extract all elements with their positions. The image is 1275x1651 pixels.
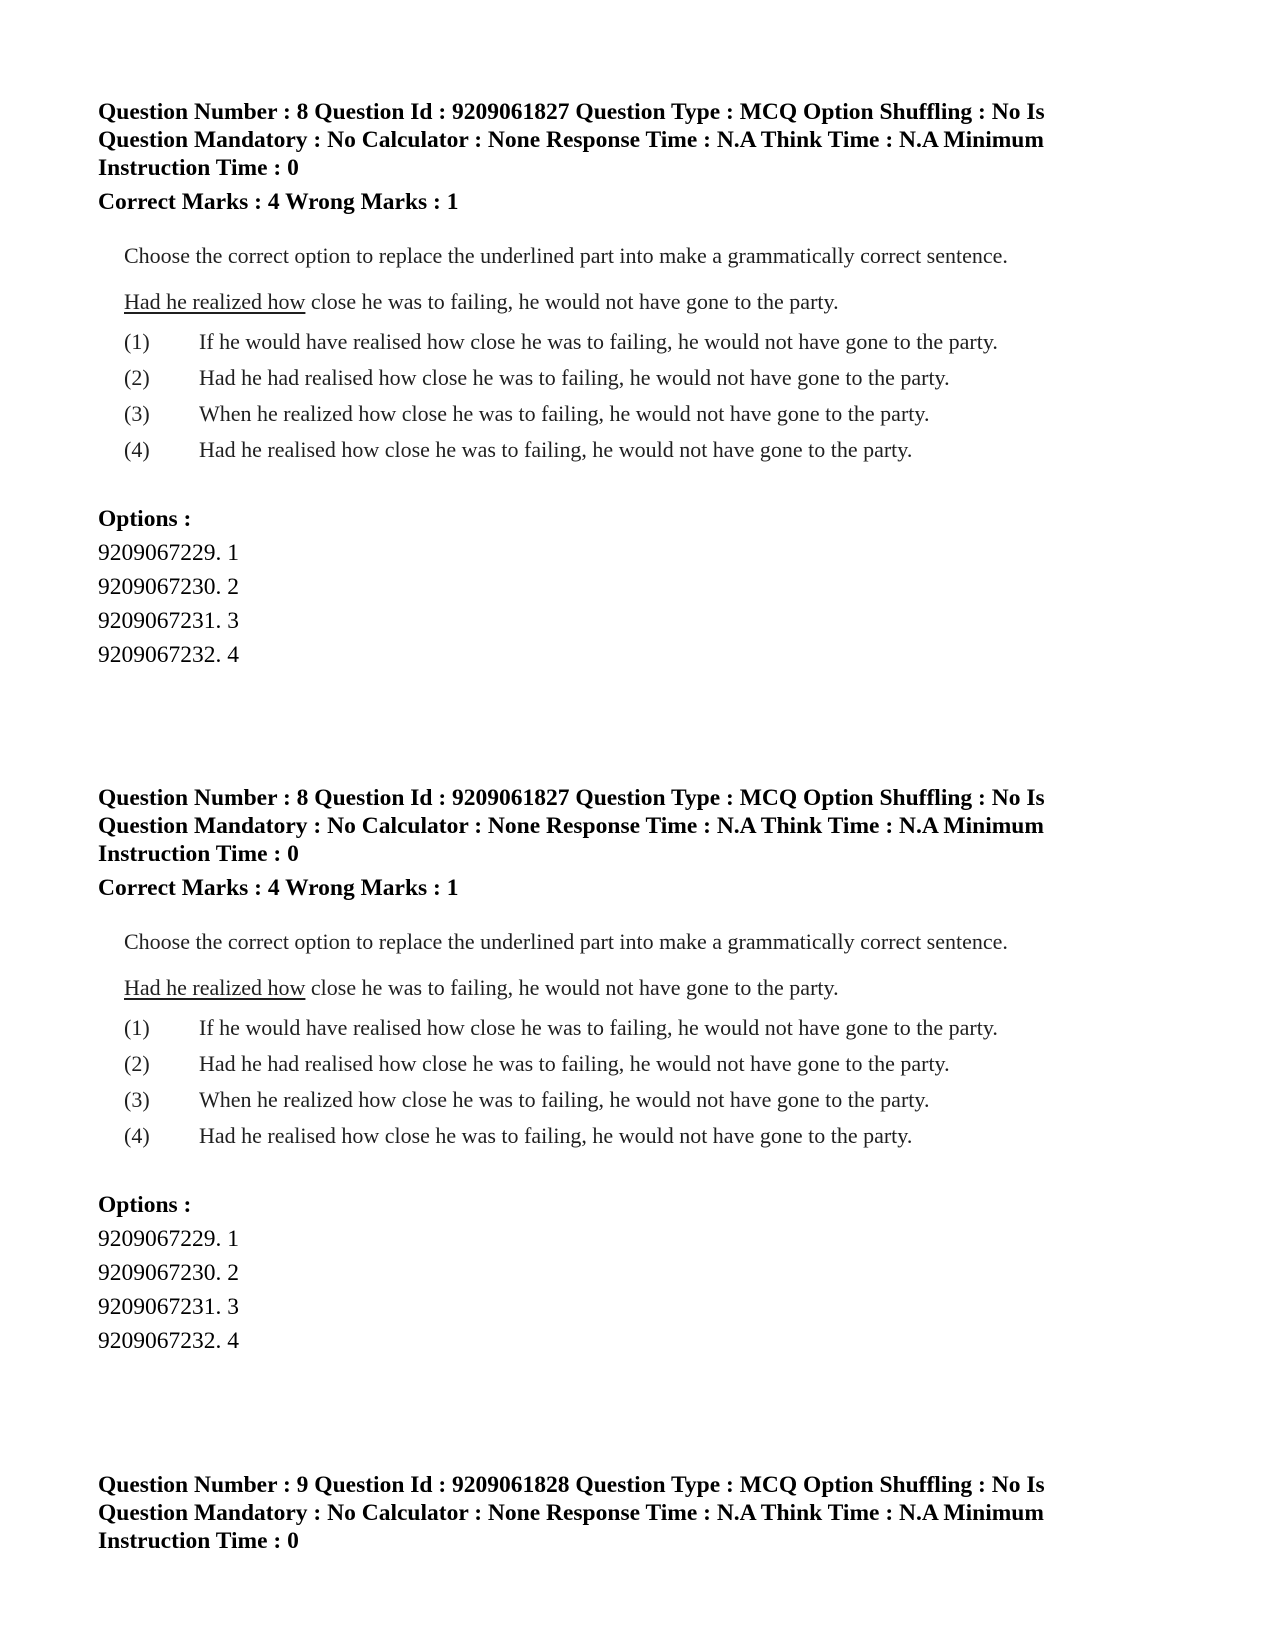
option-item: 9209067231. 3 — [98, 1294, 239, 1320]
question-block — [98, 1471, 1198, 1555]
choice-item — [124, 364, 1134, 392]
underlined-part: Had he realized how — [124, 975, 306, 1000]
question-meta: Question Number : 9 Question Id : 9209061828 Question Type : MCQ Option Shuffling : No Is Question Mandatory : No Calculator : None Response Time : N.A Think Time : N.A Minimum Instruction Time : 0 — [98, 1472, 1045, 1554]
choice-text: Had he realised how close he was to failing, he would not have gone to the party. — [199, 437, 913, 462]
choice-number: (1) — [124, 1015, 150, 1040]
choice-list — [124, 328, 1134, 464]
question-sentence — [124, 288, 1134, 316]
option-item: 9209067229. 1 — [98, 1226, 239, 1252]
options-heading: Options : — [98, 1192, 192, 1218]
choice-text: When he realized how close he was to failing, he would not have gone to the party. — [199, 401, 930, 426]
question-instruction: Choose the correct option to replace the underlined part into make a grammatically correct sentence. — [124, 929, 1008, 954]
choice-list — [124, 1014, 1134, 1150]
choice-item — [124, 1122, 1134, 1150]
options-list — [98, 1190, 1198, 1356]
choice-number: (3) — [124, 401, 150, 426]
option-item: 9209067230. 2 — [98, 1260, 239, 1286]
option-item: 9209067232. 4 — [98, 1328, 239, 1354]
question-body — [124, 242, 1134, 464]
options-list — [98, 504, 1198, 670]
question-sentence — [124, 974, 1134, 1002]
choice-item — [124, 1050, 1134, 1078]
sentence-rest: close he was to failing, he would not have gone to the party. — [305, 975, 839, 1000]
sentence-rest: close he was to failing, he would not have gone to the party. — [305, 289, 839, 314]
choice-item — [124, 1086, 1134, 1114]
choice-item — [124, 400, 1134, 428]
question-body — [124, 928, 1134, 1150]
option-item: 9209067229. 1 — [98, 540, 239, 566]
option-item: 9209067231. 3 — [98, 608, 239, 634]
choice-number: (2) — [124, 365, 150, 390]
choice-text: Had he had realised how close he was to failing, he would not have gone to the party. — [199, 365, 950, 390]
choice-number: (3) — [124, 1087, 150, 1112]
question-meta: Question Number : 8 Question Id : 9209061827 Question Type : MCQ Option Shuffling : No Is Question Mandatory : No Calculator : None Response Time : N.A Think Time : N.A Minimum Instruction Time : 0 — [98, 785, 1045, 867]
question-block — [98, 98, 1198, 674]
choice-number: (1) — [124, 329, 150, 354]
choice-text: When he realized how close he was to failing, he would not have gone to the party. — [199, 1087, 930, 1112]
choice-item — [124, 328, 1134, 356]
choice-item — [124, 436, 1134, 464]
question-meta: Question Number : 8 Question Id : 9209061827 Question Type : MCQ Option Shuffling : No Is Question Mandatory : No Calculator : None Response Time : N.A Think Time : N.A Minimum Instruction Time : 0 — [98, 99, 1045, 181]
choice-text: If he would have realised how close he was to failing, he would not have gone to the party. — [199, 329, 998, 354]
choice-text: Had he realised how close he was to failing, he would not have gone to the party. — [199, 1123, 913, 1148]
question-marks: Correct Marks : 4 Wrong Marks : 1 — [98, 189, 459, 215]
underlined-part: Had he realized how — [124, 289, 306, 314]
option-item: 9209067230. 2 — [98, 574, 239, 600]
choice-number: (4) — [124, 1123, 150, 1148]
choice-text: Had he had realised how close he was to failing, he would not have gone to the party. — [199, 1051, 950, 1076]
choice-number: (4) — [124, 437, 150, 462]
choice-item — [124, 1014, 1134, 1042]
choice-number: (2) — [124, 1051, 150, 1076]
choice-text: If he would have realised how close he was to failing, he would not have gone to the party. — [199, 1015, 998, 1040]
question-marks: Correct Marks : 4 Wrong Marks : 1 — [98, 875, 459, 901]
options-heading: Options : — [98, 506, 192, 532]
question-instruction: Choose the correct option to replace the underlined part into make a grammatically correct sentence. — [124, 243, 1008, 268]
option-item: 9209067232. 4 — [98, 642, 239, 668]
question-block — [98, 784, 1198, 1360]
